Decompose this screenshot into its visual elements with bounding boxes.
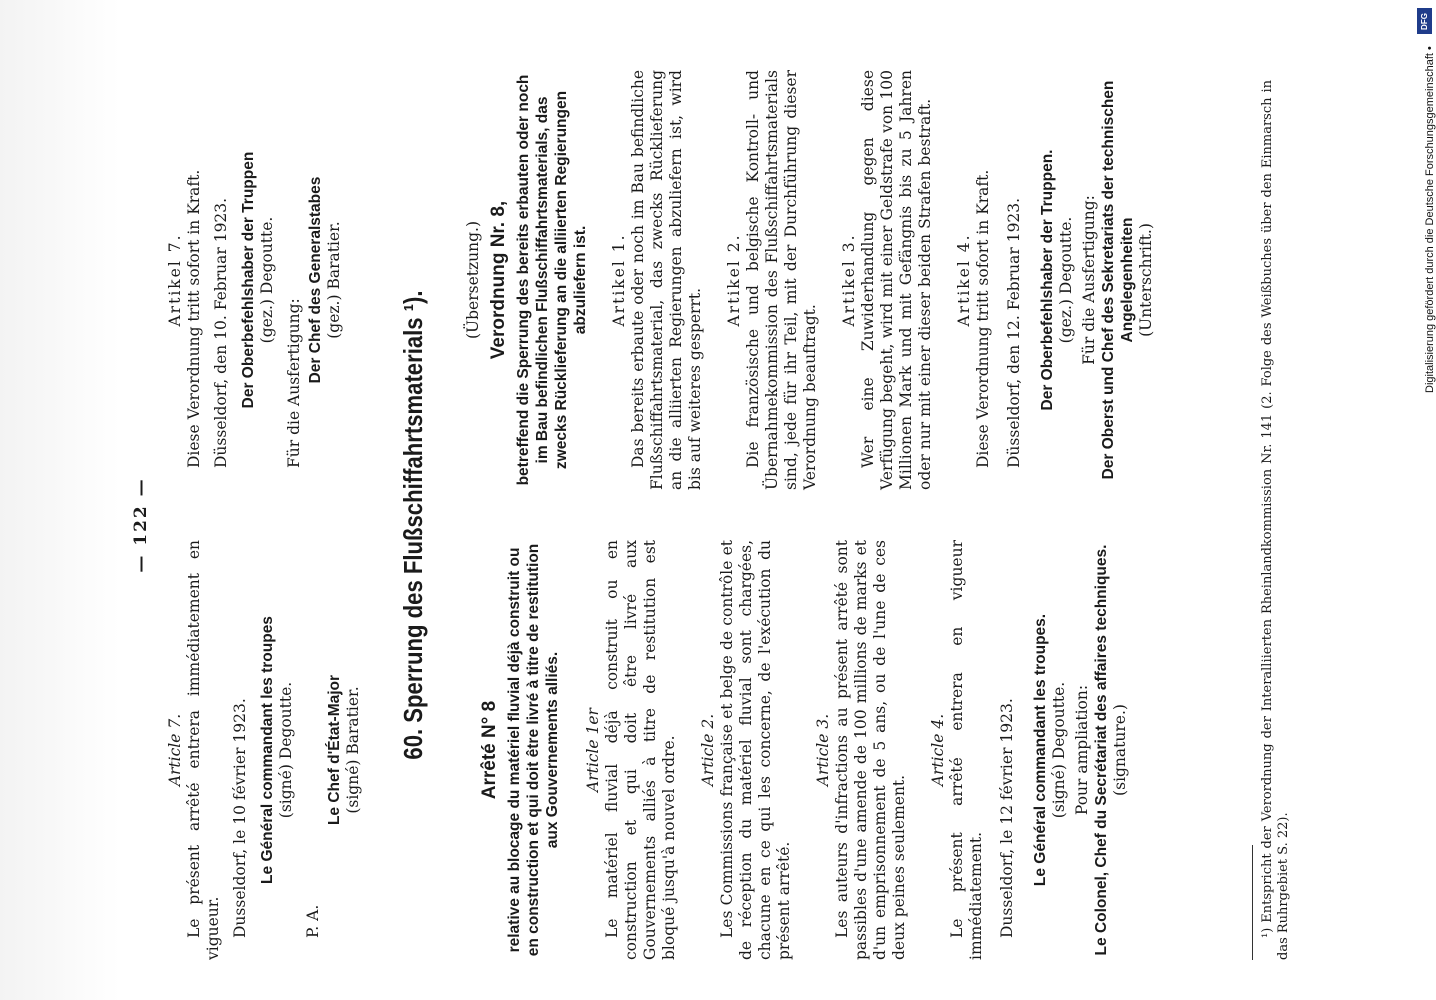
article-7-heading-de: Artikel 7. (166, 233, 184, 327)
pa-label: P. A. (304, 904, 322, 938)
ausfertigung-label: Für die Ausfertigung: (285, 298, 303, 468)
chief-of-staff-de: Der Chef des Generalstabes (307, 176, 324, 384)
arrete-subtitle: relative au blocage du matériel fluvial déjà construit ou en construction et qui doit être livré à titre de restitution aux Gouvernements alliés. (506, 543, 561, 957)
arrete-heading: Arrêté N° 8 (479, 700, 500, 800)
dfg-funding-notice: Digitalisierung gefördert durch die Deutsche Forschungsgemeinschaft • (1424, 46, 1436, 393)
dfg-logo: DFG (1417, 8, 1432, 34)
article-4-text-fr: Le présent arrêté entrera en vigueur immédiatement. (948, 540, 985, 960)
date-line-fr: Dusseldorf, le 10 février 1923. (231, 698, 249, 938)
chief-of-staff-signature-de: (gez.) Baratier. (325, 221, 343, 339)
date-line-2-fr: Dusseldorf, le 12 février 1923. (998, 698, 1016, 938)
commander-title-2-de: Der Oberbefehlshaber der Truppen. (1039, 149, 1056, 411)
article-7-text-fr: Le présent arrêté entrera immédiatement en vigueur. (185, 540, 222, 960)
article-3-text-fr: Les auteurs d'infractions au présent arrêté sont passibles d'une amende de 100 millions de marks et d'un emprisonnement de 5 ans, ou de l'une de ces deux peines seulement. (833, 540, 908, 960)
article-1-text-de: Das bereits erbaute oder noch im Bau befindliche Flußschiffahrtsmaterial, das zwecks Rücklieferung an die alliierten Regierungen abzuliefern ist, wird bis auf weiteres gesperrt. (629, 70, 704, 490)
article-2-heading-de: Artikel 2. (725, 233, 743, 327)
article-7-text-de: Diese Verordnung tritt sofort in Kraft. (185, 169, 203, 468)
section-title: 60. Sperrung des Flußschiffahrtsmaterials ¹). (398, 290, 428, 760)
date-line-de: Düsseldorf, den 10. Februar 1923. (212, 197, 230, 468)
german-column-top (166, 70, 344, 490)
colonel-title-de: Der Oberst und Chef des Sekretariats der technischen Angelegenheiten (1100, 80, 1136, 480)
colonel-signature-de: (Unterschrift.) (1137, 223, 1155, 337)
commander-signature-2-de: (gez.) Degoutte. (1057, 216, 1075, 344)
chief-of-staff-fr: Le Chef d'État-Major (326, 674, 343, 826)
french-column-top (166, 540, 363, 960)
german-column-main (464, 70, 1156, 490)
french-column-main (480, 540, 1130, 960)
general-signature-2-fr: (signé) Degoutte. (1050, 681, 1068, 819)
verordnung-subtitle: betreffend die Sperrung des bereits erbauten oder noch im Bau befindlichen Flußschiffahrtsmaterials, das zwecks Rücklieferung an die alliierten Regierungen abzuliefern ist. (515, 74, 589, 486)
article-1-text-fr: Le matériel fluvial déjà construit ou en construction et qui doit être livré aux Gouvernements alliés à titre de restitution est bloqué jusqu'à nouvel ordre. (603, 540, 678, 960)
ausfertigung-label-2: Für die Ausfertigung: (1080, 195, 1098, 365)
date-line-2-de: Düsseldorf, den 12. Februar 1923. (1005, 197, 1023, 468)
article-1-heading-fr: Article 1er (584, 708, 602, 792)
commander-title-de: Der Oberbefehlshaber der Truppen (240, 151, 257, 409)
article-2-heading-fr: Article 2. (699, 713, 717, 787)
article-4-heading-fr: Article 4. (929, 713, 947, 787)
article-3-heading-de: Artikel 3. (840, 233, 858, 327)
article-7-heading-fr: Article 7. (166, 713, 184, 787)
article-4-text-de: Diese Verordnung tritt sofort in Kraft. (974, 169, 992, 468)
article-4-heading-de: Artikel 4. (955, 233, 973, 327)
general-title-fr: Le Général commandant les troupes (259, 616, 276, 884)
commander-signature-de: (gez.) Degoutte. (258, 216, 276, 344)
article-2-text-fr: Les Commissions française et belge de contrôle et de réception du matériel fluvial sont chargées, chacune en ce qui les concerne, de l'exécution du présent arrêté. (718, 540, 793, 960)
colonel-title-fr: Le Colonel, Chef du Secrétariat des affaires techniques. (1093, 544, 1110, 956)
article-3-text-de: Wer eine Zuwiderhandlung gegen diese Verfügung begeht, wird mit einer Geldstrafe von 100 Millionen Mark und mit Gefängnis bis zu 5 Jahren oder nur mit einer dieser beiden Strafen bestraft. (859, 70, 934, 490)
scan-margin (0, 0, 120, 1000)
translation-note: (Übersetzung.) (464, 221, 482, 339)
ampliation-label: Pour ampliation: (1073, 684, 1091, 816)
article-1-heading-de: Artikel 1. (610, 233, 628, 327)
colonel-signature-fr: (signature.) (1111, 704, 1129, 796)
verordnung-heading: Verordnung Nr. 8, (488, 200, 509, 360)
chief-of-staff-signature-fr: (signé) Baratier. (344, 686, 362, 814)
rotated-document-page (130, 70, 1370, 960)
general-title-2-fr: Le Général commandant les troupes. (1032, 613, 1049, 887)
footnote: ¹) Entspricht der Verordnung der Interalliierten Rheinlandkommission Nr. 141 (2. Folge des Weißbuches über den Einmarsch in das Ruhrgebiet S. 22). (1260, 80, 1291, 960)
article-2-text-de: Die französische und belgische Kontroll- und Übernahmekommission des Flußschiffahrtsmaterials sind, jede für ihr Teil, mit der Durchführung dieser Verordnung beauftragt. (744, 70, 819, 490)
article-3-heading-fr: Article 3. (814, 713, 832, 787)
general-signature-fr: (signé) Degoutte. (277, 681, 295, 819)
footnote-rule (1252, 845, 1253, 960)
page-number: — 122 — (131, 477, 151, 573)
